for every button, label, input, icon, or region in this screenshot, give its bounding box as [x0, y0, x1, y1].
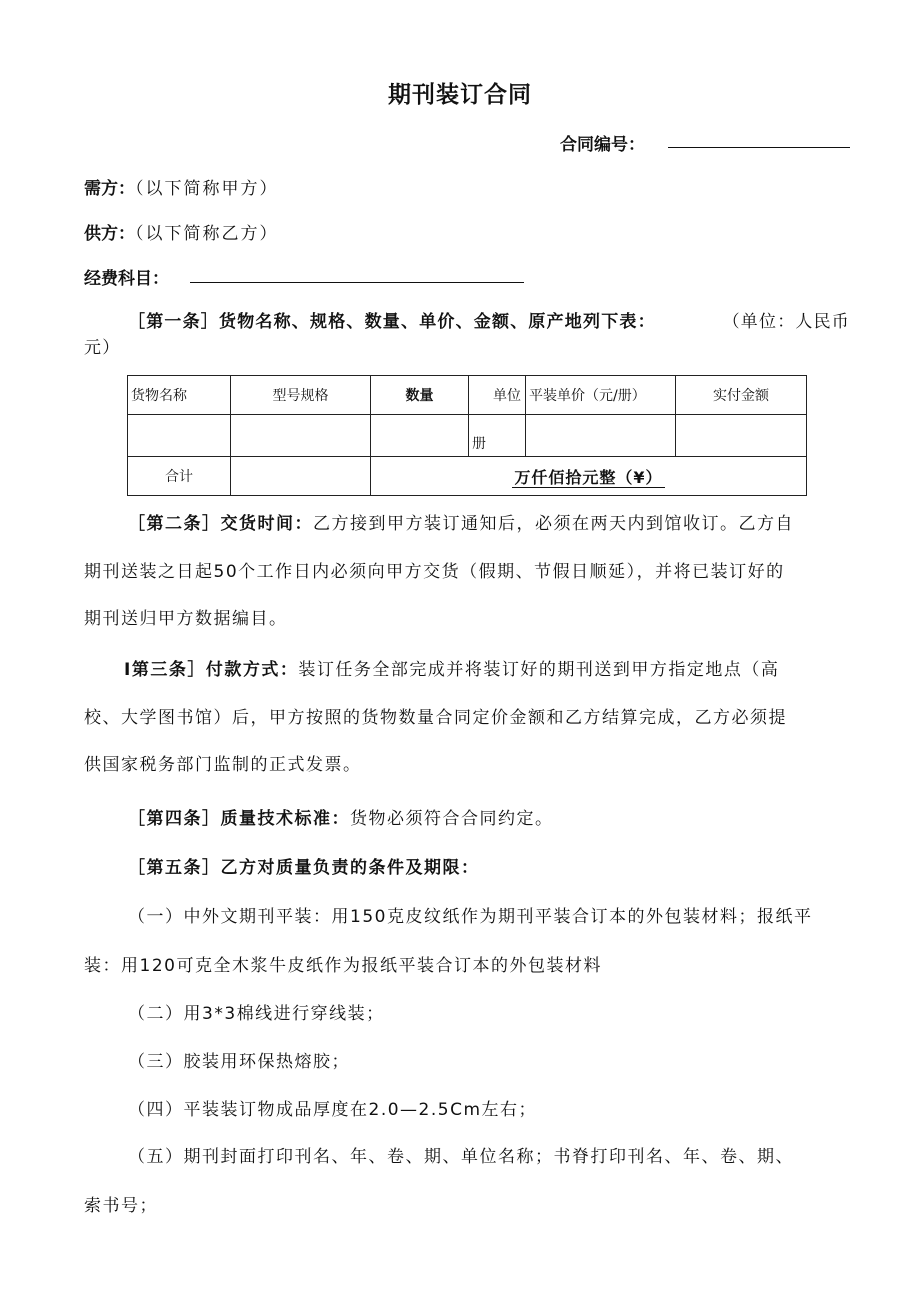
contract-number-blank	[668, 147, 850, 148]
total-label: 合计	[128, 457, 231, 496]
item3: （三）胶装用环保热熔胶；	[128, 1052, 350, 1072]
supplier-note: （以下简称乙方）	[135, 224, 279, 244]
article1-note-cont: 元）	[84, 338, 121, 358]
article5-heading: ［第五条］乙方对质量负责的条件及期限：	[128, 858, 480, 878]
funding-blank	[190, 282, 524, 283]
article2-heading: ［第二条］交货时间：	[128, 514, 313, 534]
article1-note: （单位：人民币	[722, 312, 850, 332]
contract-number-label: 合同编号：	[560, 135, 645, 155]
page-title: 期刊装订合同	[388, 82, 532, 108]
article3-heading: I第三条］付款方式：	[124, 660, 299, 680]
cell-model[interactable]	[231, 415, 371, 457]
supplier-line	[84, 219, 279, 244]
item4: （四）平装装订物成品厚度在2.0—2.5Cm左右；	[128, 1100, 538, 1120]
goods-table	[127, 375, 807, 496]
article3	[84, 647, 850, 790]
header-unit-price: 平装单价（元/册）	[526, 376, 676, 415]
cell-unit: 册	[469, 415, 526, 457]
cell-goods-name[interactable]	[128, 415, 231, 457]
article1-line1	[128, 307, 850, 332]
buyer-note: （以下简称甲方）	[135, 179, 279, 199]
item5-line1: （五）期刊封面打印刊名、年、卷、期、单位名称；书脊打印刊名、年、卷、期、	[128, 1147, 794, 1167]
article4	[128, 804, 554, 829]
total-amount-words: 万仟佰拾元整（¥）	[514, 467, 663, 487]
article2-line3: 期刊送归甲方数据编目。	[84, 609, 288, 629]
buyer-line	[84, 174, 279, 199]
header-model: 型号规格	[231, 376, 371, 415]
article3-line1: 装订任务全部完成并将装订好的期刊送到甲方指定地点（高	[298, 660, 780, 680]
table-header-row	[128, 376, 807, 415]
article2	[84, 501, 850, 644]
article3-line2: 校、大学图书馆）后，甲方按照的货物数量合同定价金额和乙方结算完成，乙方必须提	[84, 707, 787, 728]
item2: （二）用3*3棉线进行穿线装；	[128, 1004, 385, 1024]
funding-line	[84, 264, 169, 289]
cell-paid-amount[interactable]	[676, 415, 807, 457]
article2-line1: 乙方接到甲方装订通知后，必须在两天内到馆收订。乙方自	[313, 514, 794, 534]
header-goods-name: 货物名称	[128, 376, 231, 415]
header-paid-amount: 实付金额	[676, 376, 807, 415]
supplier-label: 供方：	[84, 224, 135, 244]
total-blank[interactable]	[231, 457, 371, 496]
header-quantity: 数量	[371, 376, 469, 415]
article1-heading: ［第一条］货物名称、规格、数量、单价、金额、原产地列下表：	[128, 312, 656, 332]
total-amount-cell	[371, 457, 807, 496]
funding-label: 经费科目：	[84, 269, 169, 289]
item5-line2: 索书号；	[84, 1196, 158, 1216]
article3-line3: 供国家税务部门监制的正式发票。	[84, 755, 362, 775]
buyer-label: 需方：	[84, 179, 135, 199]
item1-line1: （一）中外文期刊平装：用150克皮纹纸作为期刊平装合订本的外包装材料；报纸平	[128, 907, 813, 927]
article2-line2: 期刊送装之日起50个工作日内必须向甲方交货（假期、节假日顺延），并将已装订好的	[84, 561, 785, 582]
article4-heading: ［第四条］质量技术标准：	[128, 809, 350, 829]
table-row	[128, 415, 807, 457]
table-total-row	[128, 457, 807, 496]
article4-text: 货物必须符合合同约定。	[350, 809, 554, 829]
cell-unit-price[interactable]	[526, 415, 676, 457]
cell-quantity[interactable]	[371, 415, 469, 457]
article5	[128, 853, 480, 878]
item1-line2: 装：用120可克全木浆牛皮纸作为报纸平装合订本的外包装材料	[84, 956, 602, 976]
header-unit: 单位	[469, 376, 526, 415]
